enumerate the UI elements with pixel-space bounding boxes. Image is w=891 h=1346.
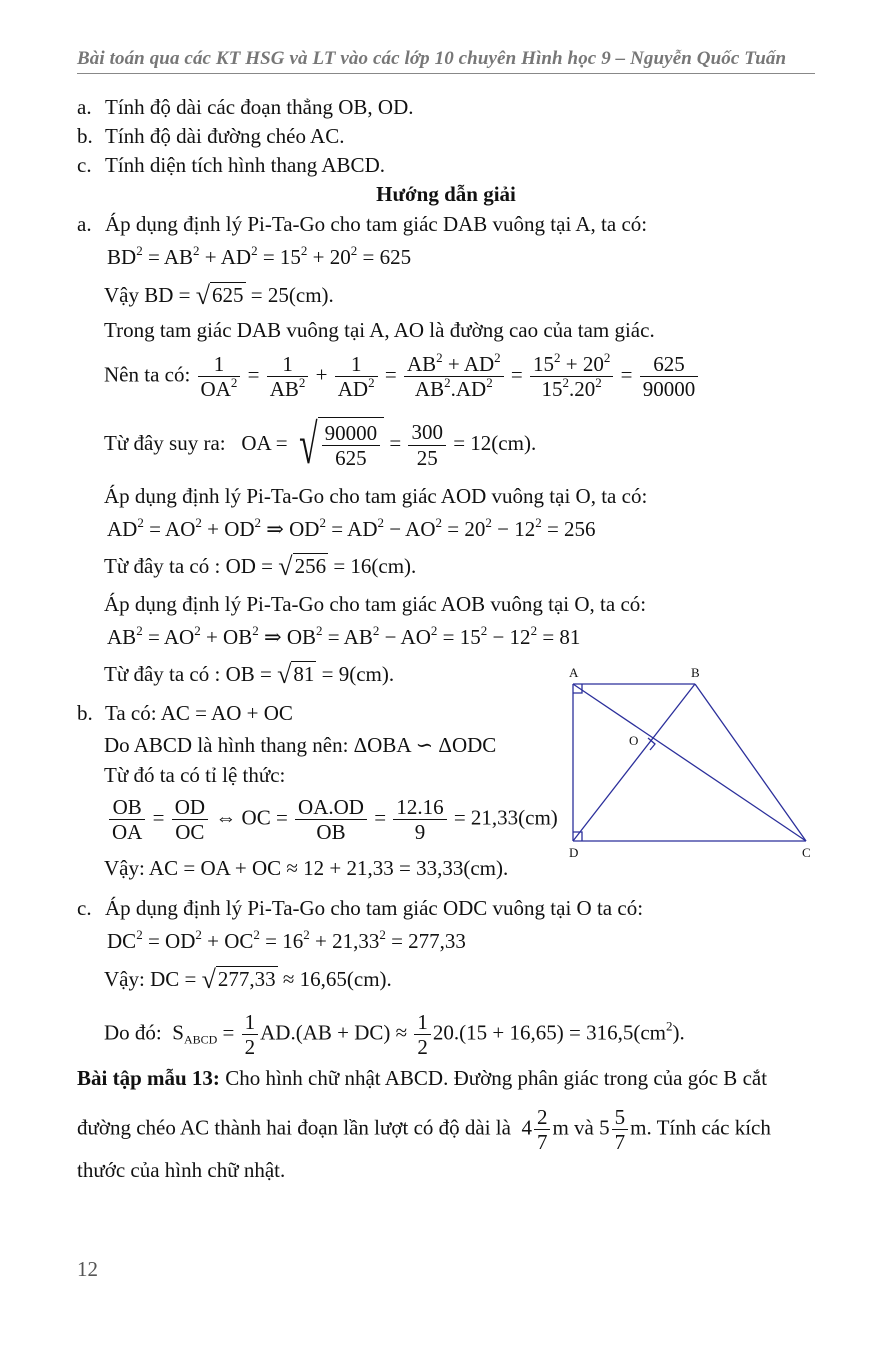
figure-strokes: [573, 684, 806, 841]
vertex-label-b: B: [691, 665, 700, 680]
question-a: [77, 97, 414, 118]
exercise-line1: [77, 1068, 767, 1089]
part-b-line1: [77, 703, 293, 724]
exercise-line3: thước của hình chữ nhật.: [77, 1158, 286, 1182]
ob-lead: Từ đây ta có :: [104, 662, 221, 686]
question-text: Tính độ dài đường chéo AC.: [105, 124, 345, 148]
diagonal-bd: [573, 684, 695, 841]
dc-squared-equation: $DC^2 = OD^2 + OC^2 = 16^2 + 21,33^2 = 277,33$: [107, 927, 466, 953]
question-label: b.: [77, 124, 93, 148]
exercise-unit: m và: [552, 1115, 594, 1140]
part-b-line2: [104, 735, 496, 756]
oa-lead: Từ đây suy ra:: [104, 430, 226, 455]
exercise-unit: m. Tính các kích: [630, 1115, 771, 1140]
edge-bc: [695, 684, 806, 841]
dc-lead: Vậy:: [104, 967, 145, 991]
exercise-line2: [77, 1105, 771, 1154]
ac-lead: Vậy:: [104, 856, 145, 880]
exercise-title: Bài tập mẫu 13:: [77, 1066, 220, 1090]
ac-equation: AC = OA + OC ≈ 12 + 21,33 = 33,33(cm).: [148, 856, 509, 880]
part-a-intro-text: Áp dụng định lý Pi-Ta-Go cho tam giác DAB vuông tại A, ta có:: [105, 212, 648, 236]
ao-reciprocal-equation: Nên ta có: $\frac{1}{OA^2}$ = $\frac{1}{AB^2}$ + $\frac{1}{AD^2}$ = $\frac{AB^2 + AD^2}{AB^2.AD^2}$ = $\frac{15^2 + 20^2}{15^2.20^2}$ = $\frac{625}{90000}$: [104, 352, 700, 401]
header-rule: [77, 73, 815, 74]
ao-intro: Trong tam giác DAB vuông tại A, AO là đường cao của tam giác.: [104, 318, 655, 342]
part-c-intro-text: Áp dụng định lý Pi-Ta-Go cho tam giác ODC vuông tại O ta có:: [105, 896, 644, 920]
ac-result: [104, 858, 508, 879]
mixed-number-den: 7: [534, 1129, 551, 1154]
question-b: [77, 126, 344, 147]
area-result: Do đó: $S_{ABCD}$ = $\frac{1}{2}$ AD.(AB + DC) ≈ $\frac{1}{2}$ $20.(15 + 16,65) = 316,5(cm^2)$.: [104, 1010, 685, 1060]
vertex-label-o: O: [629, 733, 639, 748]
similar-triangles: ΔOBA ∽ ΔODC: [353, 733, 497, 757]
question-label: a.: [77, 95, 92, 119]
diagonal-ac: [573, 684, 806, 841]
vertex-label-a: A: [569, 665, 579, 680]
question-c: [77, 155, 385, 176]
part-b-lead: Ta có:: [105, 701, 157, 725]
oa-result: Từ đây suy ra: OA = √ $\frac{90000}{625}$ = $\frac{300}{25}$ = 12(cm).: [104, 414, 537, 476]
exercise-text: Cho hình chữ nhật ABCD. Đường phân giác trong của góc B cắt: [225, 1066, 768, 1090]
od-result: Từ đây ta có : OD = √256 = 16(cm).: [104, 552, 417, 581]
part-c-intro: [77, 898, 643, 919]
trapezoid-figure: [560, 660, 820, 865]
dc-result: Vậy: DC = √277,33 ≈ 16,65(cm).: [104, 965, 392, 994]
mixed-number-num: 2: [536, 1105, 548, 1129]
ob-squared-equation: $AB^2 = AO^2 + OB^2$ ⇒ $OB^2 = AB^2 - AO^2 = 15^2 - 12^2 = 81$: [107, 623, 581, 649]
mixed-number-den: 7: [612, 1129, 629, 1154]
aob-intro: Áp dụng định lý Pi-Ta-Go cho tam giác AOB vuông tại O, ta có:: [104, 592, 647, 616]
part-label: c.: [77, 896, 92, 920]
part-label: a.: [77, 212, 92, 236]
vertex-label-d: D: [569, 845, 579, 860]
running-header: Bài toán qua các KT HSG và LT vào các lớp 10 chuyên Hình học 9 – Nguyễn Quốc Tuấn: [77, 48, 787, 69]
question-text: Tính diện tích hình thang ABCD.: [105, 153, 385, 177]
part-a-intro: [77, 214, 647, 235]
question-label: c.: [77, 153, 92, 177]
aod-intro: Áp dụng định lý Pi-Ta-Go cho tam giác AOD vuông tại O, ta có:: [104, 484, 648, 508]
ratio-equation: $\frac{OB}{OA}$ = $\frac{OD}{OC}$ ⇔ OC = $\frac{OA.OD}{OB}$ = $\frac{12.16}{9}$ = 21,33(cm): [107, 795, 558, 844]
page-number: 12: [77, 1257, 98, 1281]
similar-lead: Do ABCD là hình thang nên:: [104, 733, 349, 757]
mixed-number-whole: 5: [599, 1115, 610, 1140]
vertex-label-c: C: [802, 845, 811, 860]
bd-result: Vậy BD = √625 = 25(cm).: [104, 281, 334, 310]
ac-sum-equation: AC = AO + OC: [160, 701, 293, 725]
od-squared-equation: $AD^2 = AO^2 + OD^2$ ⇒ $OD^2 = AD^2 - AO^2 = 20^2 - 12^2 = 256$: [107, 515, 596, 541]
part-label: b.: [77, 701, 93, 725]
solution-heading: Hướng dẫn giải: [376, 182, 516, 206]
mixed-number-num: 5: [614, 1105, 626, 1129]
mixed-number-whole: 4: [521, 1115, 532, 1140]
ob-result: Từ đây ta có : OB = √81 = 9(cm).: [104, 660, 395, 689]
exercise-text: đường chéo AC thành hai đoạn lần lượt có độ dài là: [77, 1115, 511, 1140]
bd-lead: Vậy: [104, 283, 139, 307]
part-b-line3: Từ đó ta có tỉ lệ thức:: [104, 763, 286, 787]
question-text: Tính độ dài các đoạn thẳng OB, OD.: [105, 95, 414, 119]
bd-squared-equation: $BD^2 = AB^2 + AD^2 = 15^2 + 20^2 = 625$: [107, 243, 412, 269]
od-lead: Từ đây ta có :: [104, 554, 221, 578]
ao-lead: Nên ta có:: [104, 362, 191, 387]
area-lead: Do đó:: [104, 1020, 162, 1045]
